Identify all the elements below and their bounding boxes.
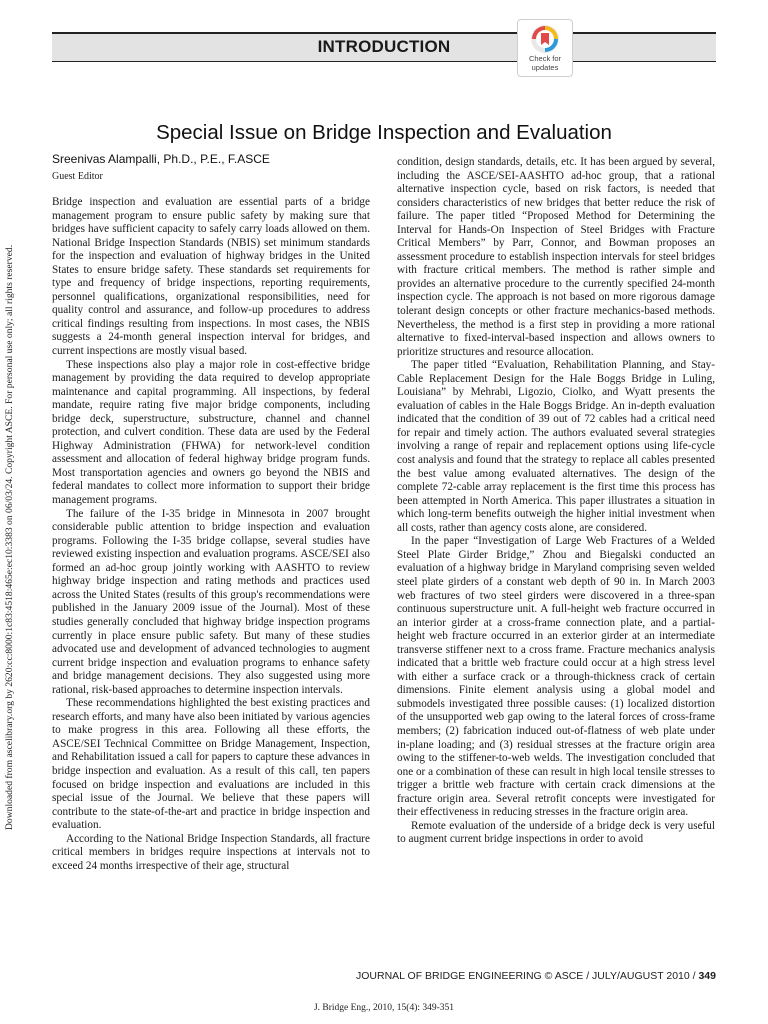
journal-footer bbox=[356, 970, 716, 982]
body-paragraph: These inspections also play a major role in cost-effective bridge management by providing the data required to develop appropriate maintenance and capital programming. All inspections, by federal mandate, require rating five major bridge components, including bridge deck, superstructure, substructure, channel and channel protection, and culvert condition. These data are used by the Federal Highway Administration (FHWA) for network-level condition assessment and allocation of federal highway bridge program funds. Most transportation agencies and owners go beyond the NBIS and federal mandates to collect more information to support their bridge management programs. bbox=[52, 358, 370, 507]
crossmark-icon bbox=[530, 24, 560, 54]
badge-label-line1: Check for bbox=[528, 54, 562, 63]
author-name: Sreenivas Alampalli, Ph.D., P.E., F.ASCE bbox=[52, 152, 270, 166]
right-column bbox=[397, 156, 715, 847]
download-notice: Downloaded from ascelibrary.org by 2620:cc:8000:1c83:4518:465e:ec10:3383 on 06/03/24. Copyright ASCE. For personal use only; all rights reserved. bbox=[4, 244, 15, 830]
section-title: INTRODUCTION bbox=[317, 37, 451, 56]
body-paragraph: The failure of the I-35 bridge in Minnesota in 2007 brought considerable public attention to bridge inspection and evaluation programs. Following the I-35 bridge collapse, several studies have reviewed existing inspection and evaluation programs. ASCE/SEI also formed an ad-hoc group jointly working with AASHTO to review highway bridge inspection and rating methods and practices used across the United States (results of this group's recommendations were published in the January 2009 issue of the Journal). Most of these studies generally concluded that highway bridge inspection programs currently in place ensure public safety. But many of these studies advocated use and development of advanced technologies to augment current bridge inspection and evaluation programs to enhance safety and bridge management decisions. They also suggested using more rational, risk-based approaches to determine inspection intervals. bbox=[52, 507, 370, 696]
body-paragraph: The paper titled “Evaluation, Rehabilitation Planning, and Stay-Cable Replacement Design for the Hale Boggs Bridge in Luling, Louisiana” by Mehrabi, Ligozio, Ciolko, and Wyatt presents the evaluation of cables in the Hale Boggs Bridge. An in-depth evaluation indicated that the condition of 39 out of 72 cables had a critical need for repair and timely action. The authors evaluated several strategies involving a range of repair and replacement options using life-cycle cost analysis and found that the strategy to replace all cables presented the best value among evaluated alternatives. The design of the complete 72-cable array replacement is the first time this process has been attempted in North America. This paper illustrates a situation in which long-term benefits outweigh the higher initial investment when all costs, rather than agency costs alone, are considered. bbox=[397, 359, 715, 534]
body-paragraph: In the paper “Investigation of Large Web Fractures of a Welded Steel Plate Girder Bridge,” Zhou and Biegalski conducted an evaluation of a highway bridge in Maryland comprising seven welded steel plate girders of a constant web depth of 90 in. In March 2003 web fractures of two steel girders were discovered in a three-span continuous superstructure unit. A full-height web fracture occurred in an interior girder at a cross-frame connection plate, and a partial-height web fracture occurred in an exterior girder at an intermediate transverse stiffener next to a cross frame. Fracture mechanics analysis indicated that a brittle web fracture could occur at a high stress level with either a surface crack or a through-thickness crack of certain dimensions. Finite element analysis using a global model and submodels investigated three possible causes: (1) localized distortion of the unsupported web gap owing to the lateral forces of cross-frame members; (2) fabrication induced out-of-flatness of web plate under in-plane loading; and (3) residual stresses at the fracture origin area owing to the stiffener-to-web welds. The investigation concluded that one or a combination of these can result in high local tensile stresses to trigger a brittle web fracture with certain crack dimensions at the fracture origin area. Several retrofit concepts were investigated for their effectiveness in reducing stresses in the fracture origin area. bbox=[397, 535, 715, 819]
badge-label-line2: updates bbox=[531, 63, 559, 72]
author-role: Guest Editor bbox=[52, 171, 103, 182]
citation-line: J. Bridge Eng., 2010, 15(4): 349-351 bbox=[313, 1003, 455, 1013]
body-paragraph: condition, design standards, details, etc. It has been argued by several, including the ASCE/SEI-AASHTO ad-hoc group, that a rational alternative inspection cycle, based on risk factors, is needed that considers characteristics of new bridges that better reduce the risk of failure. The paper titled “Proposed Method for Determining the Interval for Hands-On Inspection of Steel Bridges with Fracture Critical Members” by Parr, Connor, and Bowman proposes an assessment procedure to establish inspection intervals for steel bridges with fracture critical members. The method is rather simple and provides an alternative procedure to the currently specified 24-month inspection cycle. The approach is not based on more rigorous damage tolerant design concepts or other fracture mechanics-based methods. Nevertheless, the method is a first step in providing a more rational alternative to fixed-interval-based inspection and allows owners to prioritize structures and resource allocation. bbox=[397, 156, 715, 358]
body-paragraph: Bridge inspection and evaluation are essential parts of a bridge management program to ensure public safety by making sure that bridges have sufficient capacity to safely carry loads allowed on them. National Bridge Inspection Standards (NBIS) set minimum standards for the inspection and evaluation of highway bridges in the United States to ensure bridge safety. These standards set requirements for type and frequency of bridge inspections, reporting requirements, personnel qualifications, organizational responsibilities, need for quality control and assurance, and follow-up procedures to address critical findings resulting from inspections. In most cases, the NBIS suggests a 24-month general inspection interval for bridges, and current inspections are mostly visual based. bbox=[52, 196, 370, 358]
left-column bbox=[52, 196, 370, 873]
article-title: Special Issue on Bridge Inspection and Evaluation bbox=[156, 121, 612, 144]
journal-name: JOURNAL OF BRIDGE ENGINEERING © ASCE / JULY/AUGUST 2010 / bbox=[356, 970, 699, 982]
section-banner bbox=[52, 32, 716, 62]
body-paragraph: Remote evaluation of the underside of a bridge deck is very useful to augment current bridge inspections in order to avoid bbox=[397, 819, 715, 846]
body-paragraph: According to the National Bridge Inspection Standards, all fracture critical members in bridges require inspections at intervals not to exceed 24 months irrespective of their age, structural bbox=[52, 832, 370, 872]
check-for-updates-badge[interactable] bbox=[517, 19, 573, 77]
page-number: 349 bbox=[698, 970, 716, 982]
body-paragraph: These recommendations highlighted the best existing practices and research efforts, and many have also been initiated by various agencies to make progress in this area. Following all these efforts, the ASCE/SEI Technical Committee on Bridge Management, Inspection, and Rehabilitation issued a call for papers to capture these advances in bridge inspection and evaluation. As a result of this call, ten papers focused on bridge inspection and evaluations are included in this special issue of the Journal. We believe that these papers will contribute to the state-of-the-art and practice in bridge inspection and evaluation. bbox=[52, 697, 370, 832]
